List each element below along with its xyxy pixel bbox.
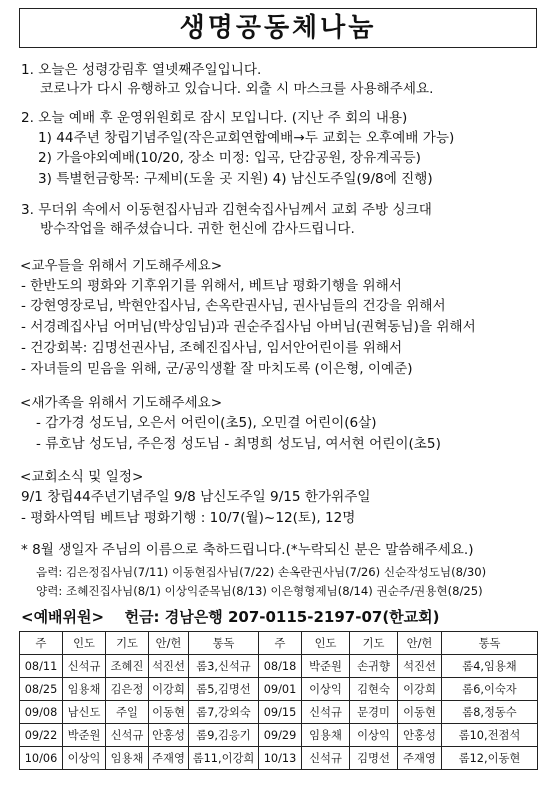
- table-cell: 롬8,정동수: [442, 701, 538, 724]
- header-cell: 기도: [106, 632, 149, 655]
- table-cell: 08/25: [20, 678, 63, 701]
- offering-line: [21, 608, 440, 626]
- church-news-item: - 평화사역팀 베트남 평화기행 : 10/7(월)~12(토), 12명: [21, 510, 356, 526]
- table-cell: 09/22: [20, 724, 63, 747]
- table-row: [20, 701, 538, 724]
- table-cell: 김명선: [350, 747, 398, 770]
- table-cell: 이동현: [149, 701, 189, 724]
- table-row: [20, 724, 538, 747]
- table-cell: 신석규: [106, 724, 149, 747]
- table-cell: 롬9,김응기: [189, 724, 259, 747]
- prayer-family-item: - 감가경 성도님, 오은서 어린이(초5), 오민결 어린이(6살): [36, 415, 377, 431]
- table-cell: 09/01: [259, 678, 302, 701]
- table-row: [20, 655, 538, 678]
- header-cell: 주: [20, 632, 63, 655]
- table-cell: 10/06: [20, 747, 63, 770]
- table-cell: 안홍성: [149, 724, 189, 747]
- table-cell: 이동현: [398, 701, 442, 724]
- announcement-3-line-2: 방수작업을 해주셨습니다. 귀한 헌신에 감사드립니다.: [40, 221, 355, 237]
- table-cell: 남신도: [63, 701, 106, 724]
- page-title: 생명공동체나눔: [179, 13, 377, 43]
- table-cell: 09/15: [259, 701, 302, 724]
- table-cell: 박준원: [63, 724, 106, 747]
- table-row: [20, 747, 538, 770]
- table-cell: 신석규: [302, 701, 350, 724]
- table-cell: 롬7,강외숙: [189, 701, 259, 724]
- prayer-teachers-item: - 강현영장로님, 박현안집사님, 손옥란권사님, 권사님들의 건강을 위해서: [21, 298, 446, 314]
- table-cell: 문경미: [350, 701, 398, 724]
- birthday-headline: * 8월 생일자 주님의 이름으로 축하드립니다.(*누락되신 분은 말씀해주세요.): [21, 542, 474, 558]
- announcement-2-line-3: 2) 가을야외예배(10/20, 장소 미정: 입곡, 단감공원, 장유계곡등): [38, 150, 421, 166]
- table-row: [20, 678, 538, 701]
- header-cell: 주: [259, 632, 302, 655]
- birthday-lunar: 음력: 김은정집사님(7/11) 이동현집사님(7/22) 손옥란권사님(7/26) 신순작성도님(8/30): [36, 565, 487, 579]
- prayer-family-heading: <새가족을 위해서 기도해주세요>: [20, 395, 223, 411]
- table-cell: 롬10,전점석: [442, 724, 538, 747]
- table-cell: 신석규: [63, 655, 106, 678]
- table-cell: 신석규: [302, 747, 350, 770]
- table-cell: 09/08: [20, 701, 63, 724]
- prayer-teachers-item: - 한반도의 평화와 기후위기를 위해서, 베트남 평화기행을 위해서: [21, 278, 402, 294]
- header-cell: 기도: [350, 632, 398, 655]
- table-cell: 주일: [106, 701, 149, 724]
- table-cell: 임용채: [302, 724, 350, 747]
- table-cell: 롬11,이강희: [189, 747, 259, 770]
- table-cell: 롬4,임용채: [442, 655, 538, 678]
- table-cell: 09/29: [259, 724, 302, 747]
- title-box: [19, 8, 537, 48]
- worship-committee-label: <예배위원>: [21, 608, 105, 626]
- table-cell: 조혜진: [106, 655, 149, 678]
- schedule-header-row: [20, 632, 538, 655]
- table-cell: 박준원: [302, 655, 350, 678]
- announcement-3-line-1: 3. 무더위 속에서 이동현집사님과 김현숙집사님께서 교회 주방 싱크대: [21, 202, 432, 218]
- header-cell: 안/헌: [398, 632, 442, 655]
- table-cell: 손귀향: [350, 655, 398, 678]
- table-cell: 석진선: [398, 655, 442, 678]
- table-cell: 롬5,김명선: [189, 678, 259, 701]
- prayer-teachers-item: - 자녀들의 믿음을 위해, 군/공익생활 잘 마치도록 (이은형, 이예준): [21, 361, 413, 377]
- prayer-family-item: - 류호남 성도님, 주은정 성도님 - 최명희 성도님, 여서현 어린이(초5): [36, 436, 441, 452]
- table-cell: 주재영: [149, 747, 189, 770]
- table-cell: 롬3,신석규: [189, 655, 259, 678]
- table-cell: 롬12,이동현: [442, 747, 538, 770]
- table-cell: 이강희: [398, 678, 442, 701]
- prayer-teachers-item: - 건강회복: 김명선권사님, 조혜진집사님, 임서안어린이를 위해서: [21, 340, 403, 356]
- table-cell: 임용채: [63, 678, 106, 701]
- table-cell: 이상익: [63, 747, 106, 770]
- church-news-heading: <교회소식 및 일정>: [20, 469, 144, 485]
- announcement-2-line-4: 3) 특별헌금항목: 구제비(도울 곳 지원) 4) 남신도주일(9/8에 진행): [38, 171, 433, 187]
- church-news-item: 9/1 창립44주년기념주일 9/8 남신도주일 9/15 한가위주일: [21, 489, 371, 505]
- prayer-teachers-item: - 서경례집사님 어머님(박상임님)과 권순주집사님 아버님(권혁동님)을 위해서: [21, 319, 476, 335]
- announcement-1-line-1: 1. 오늘은 성령강림후 열넷째주일입니다.: [21, 62, 262, 78]
- table-cell: 이상익: [302, 678, 350, 701]
- table-cell: 임용채: [106, 747, 149, 770]
- header-cell: 안/헌: [149, 632, 189, 655]
- prayer-teachers-heading: <교우들을 위해서 기도해주세요>: [20, 258, 223, 274]
- table-cell: 이상익: [350, 724, 398, 747]
- announcement-1-line-2: 코로나가 다시 유행하고 있습니다. 외출 시 마스크를 사용해주세요.: [40, 81, 434, 97]
- table-cell: 주재영: [398, 747, 442, 770]
- table-cell: 김현숙: [350, 678, 398, 701]
- announcement-2-line-2: 1) 44주년 창립기념주일(작은교회연합예배→두 교회는 오후예배 가능): [38, 130, 455, 146]
- table-cell: 이강희: [149, 678, 189, 701]
- header-cell: 인도: [63, 632, 106, 655]
- announcement-2-line-1: 2. 오늘 예배 후 운영위원회로 잠시 모입니다. (지난 주 회의 내용): [21, 110, 408, 126]
- header-cell: 인도: [302, 632, 350, 655]
- table-cell: 김은정: [106, 678, 149, 701]
- birthday-solar: 양력: 조혜진집사님(8/1) 이상익준목님(8/13) 이은형형제님(8/14) 권순주/권용현(8/25): [36, 584, 483, 598]
- header-cell: 통독: [189, 632, 259, 655]
- table-cell: 롬6,이숙자: [442, 678, 538, 701]
- table-cell: 08/11: [20, 655, 63, 678]
- offering-account: 헌금: 경남은행 207-0115-2197-07(한교회): [124, 608, 440, 626]
- table-cell: 08/18: [259, 655, 302, 678]
- table-cell: 석진선: [149, 655, 189, 678]
- table-cell: 안홍성: [398, 724, 442, 747]
- worship-schedule-table: [19, 631, 538, 770]
- header-cell: 통독: [442, 632, 538, 655]
- table-cell: 10/13: [259, 747, 302, 770]
